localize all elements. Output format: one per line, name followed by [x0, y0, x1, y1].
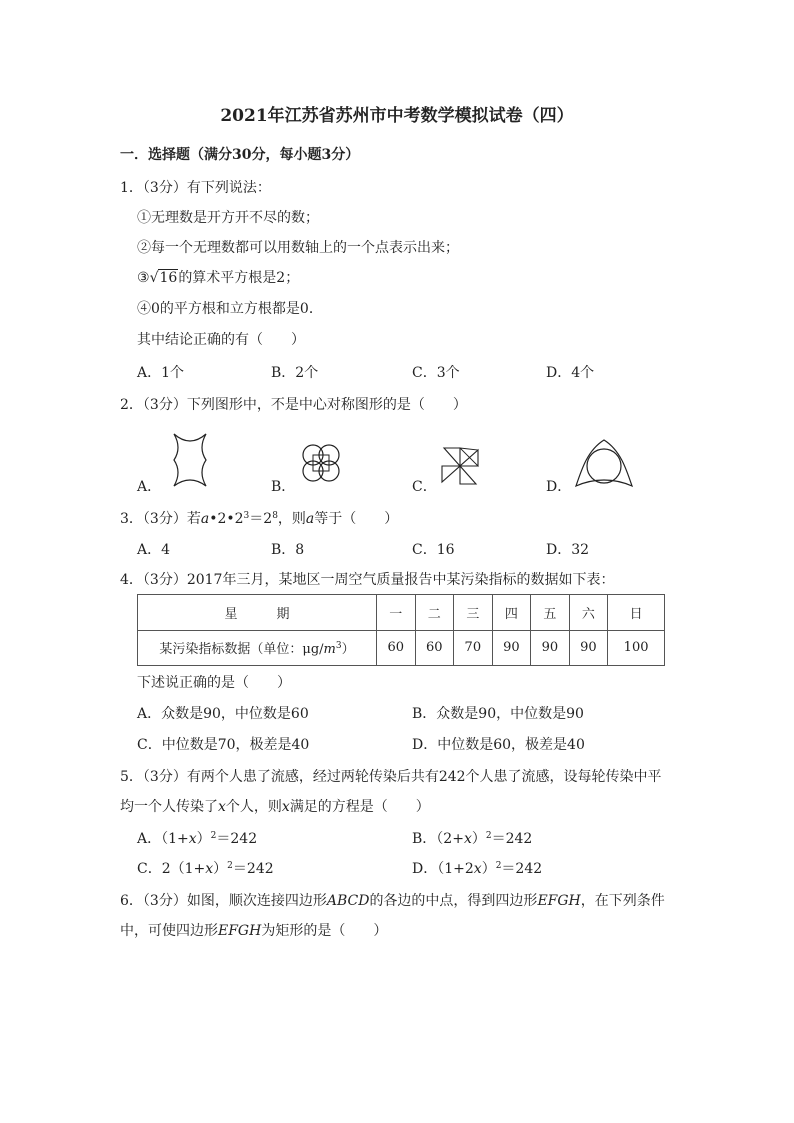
table-cell: 60 [377, 630, 416, 666]
q1-statement-4: ④0的平方根和立方根都是0． [137, 301, 323, 317]
q4-ask: 下述说正确的是（ ） [137, 675, 291, 691]
table-cell: 一 [377, 595, 416, 631]
question-5-line-1: 5．（3分）有两个人患了流感，经过两轮传染后共有242个人患了流感，设每轮传染中平 [120, 769, 662, 785]
q1-statement-1: ①无理数是开方开不尽的数； [137, 210, 319, 226]
table-row-label: 某污染指标数据（单位：$\mu g/m^3$） [138, 630, 377, 666]
table-cell: 五 [531, 595, 570, 631]
q2-option-d: D． [546, 479, 572, 495]
q1-option-b: B．2个 [271, 365, 319, 381]
section-heading: 一．选择题（满分30分，每小题3分） [120, 147, 360, 163]
table-cell: 90 [531, 630, 570, 666]
table-cell: 日 [608, 595, 665, 631]
question-3-stem: 3．（3分）若$a•2•2^3=2^8$，则a等于（ ） [120, 511, 399, 527]
q5-option-d: D．$(1+2x)^2=242$ [412, 861, 543, 877]
q2-option-a: A． [137, 479, 162, 495]
q1-option-c: C．3个 [412, 365, 460, 381]
q1-statement-2: ②每一个无理数都可以用数轴上的一个点表示出来； [137, 240, 459, 256]
question-5-line-2: 均一个人传染了x个人，则x满足的方程是（ ） [120, 799, 430, 815]
q3-option-d: D．32 [546, 542, 590, 558]
table-cell: 二 [415, 595, 454, 631]
q1-ask: 其中结论正确的有（ ） [137, 332, 305, 348]
table-cell: 100 [608, 630, 665, 666]
q4-option-b: B．众数是90，中位数是90 [412, 706, 584, 722]
q3-option-c: C．16 [412, 542, 455, 558]
q5-option-b: B．$(2+x)^2=242$ [412, 831, 533, 847]
table-cell: 90 [492, 630, 531, 666]
figure-d-trefoil-shape [574, 436, 634, 492]
table-row [138, 630, 665, 666]
table-cell: 四 [492, 595, 531, 631]
page-title: 2021年江苏省苏州市中考数学模拟试卷（四） [220, 106, 574, 126]
q3-option-a: A．4 [137, 542, 171, 558]
question-4-stem: 4．（3分）2017年三月，某地区一周空气质量报告中某污染指标的数据如下表： [120, 572, 615, 588]
q4-option-a: A．众数是90，中位数是60 [137, 706, 309, 722]
figure-b-flower-shape [296, 438, 346, 488]
sqrt-symbol: √16 [149, 270, 178, 286]
question-6-line-2: 中，可使四边形EFGH为矩形的是（ ） [120, 923, 388, 939]
q1-option-a: A．1个 [137, 365, 185, 381]
q3-option-b: B．8 [271, 542, 305, 558]
table-cell: 星 期 [138, 595, 377, 631]
q5-option-c: C．$2(1+x)^2=242$ [137, 861, 274, 877]
table-cell: 三 [454, 595, 493, 631]
q1-statement-3: ③√16的算术平方根是2； [137, 270, 300, 286]
figure-a-arc-shape [160, 430, 220, 490]
q4-option-d: D．中位数是60，极差是40 [412, 737, 585, 753]
q4-option-c: C．中位数是70，极差是40 [137, 737, 310, 753]
figure-c-pinwheel-shape [440, 446, 480, 486]
question-1-stem: 1．（3分）有下列说法： [120, 180, 271, 196]
table-cell: 六 [569, 595, 608, 631]
pollution-data-table [137, 594, 665, 666]
table-cell: 70 [454, 630, 493, 666]
question-2-stem: 2．（3分）下列图形中，不是中心对称图形的是（ ） [120, 397, 467, 413]
q5-option-a: A．$(1+x)^2=242$ [137, 831, 258, 847]
question-6-line-1: 6．（3分）如图，顺次连接四边形ABCD的各边的中点，得到四边形EFGH，在下列条件 [120, 893, 665, 909]
q1-option-d: D．4个 [546, 365, 595, 381]
table-cell: 60 [415, 630, 454, 666]
q2-option-c: C． [412, 479, 437, 495]
table-cell: 90 [569, 630, 608, 666]
q2-option-b: B． [271, 479, 296, 495]
table-header-row [138, 595, 665, 631]
